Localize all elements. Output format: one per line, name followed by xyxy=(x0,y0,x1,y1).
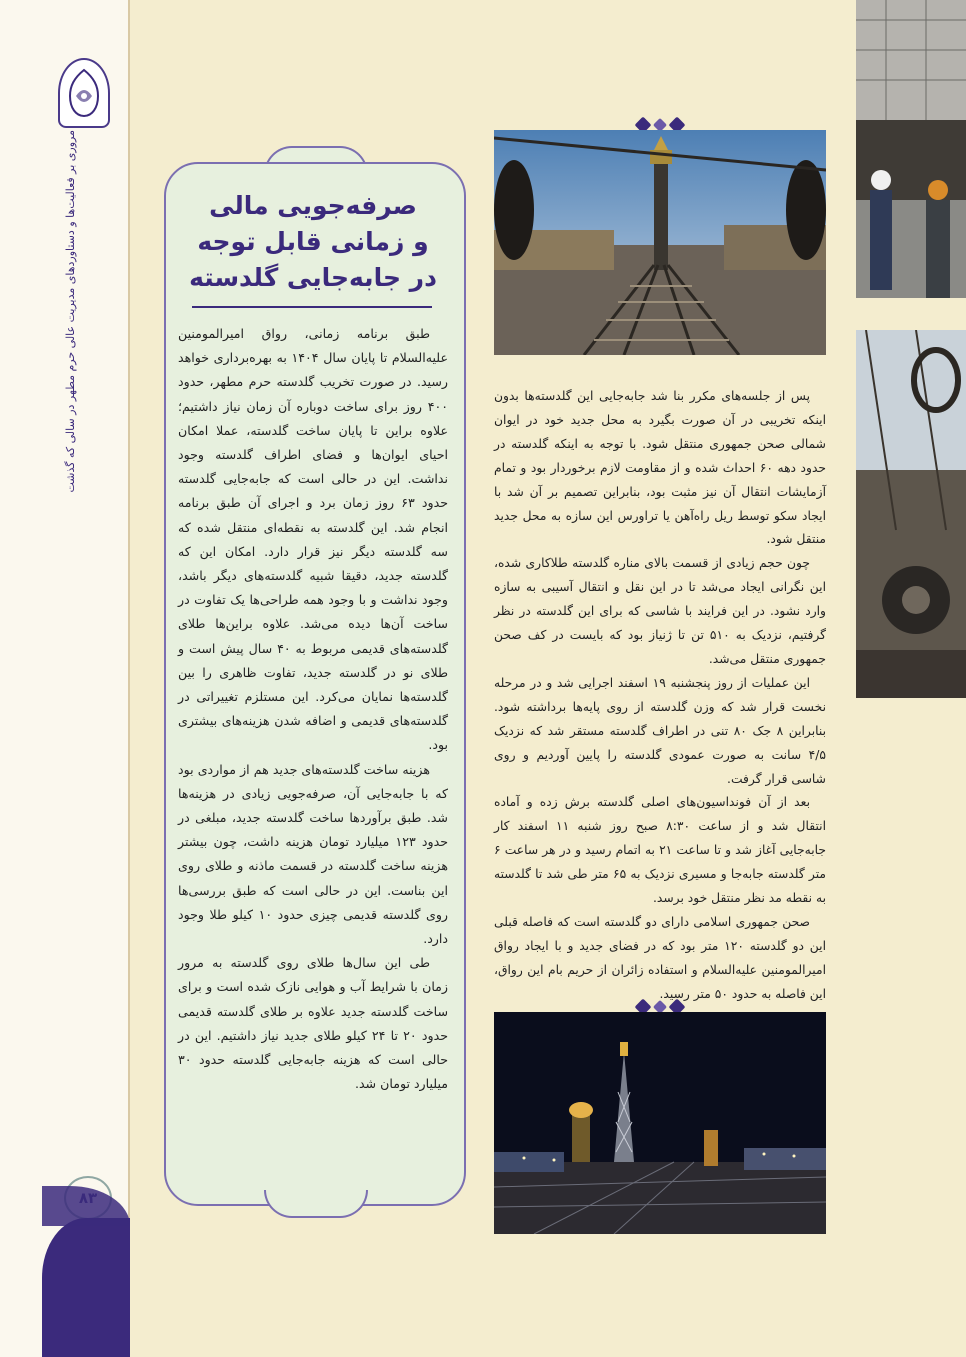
decorative-band xyxy=(42,1218,130,1357)
jacks-photo xyxy=(856,330,966,698)
sidebar-paragraph: طبق برنامه زمانی، رواق امیرالمومنین علیه‌السلام تا پایان سال ۱۴۰۴ به بهره‌برداری خواهد رسید. در صورت تخریب گلدسته حرم مطهر، حدود ۴۰۰ روز برای ساخت دوباره آن زمان نیاز داشتیم؛ علاوه براین تا پایان ساخت گلدسته، عملا امکان احیای ایوان‌ها و فضای اطراف گلدسته وجود نداشت. این در حالی است که جابه‌جایی گلدسته حدود ۶۳ روز زمان برد و اجرای آن طبق برنامه انجام شد. این گلدسته به نقطه‌ای منتقل شده که سه گلدسته دیگر نیز قرار دارد. امکان این که گلدسته جدید، دقیقا شبیه گلدسته‌های دیگر باشد، وجود نداشت و با وجود همه طراحی‌ها یک تفاوت در ساخت آن‌ها دیده می‌شد. علاوه براین‌ها طلای گلدسته‌های قدیمی مربوط به ۴۰ سال پیش است و طلای نو در گلدسته جدید، تفاوت ظاهری را بین گلدسته‌ها نمایان می‌کرد. این مستلزم تغییراتی در گلدسته‌های قدیمی و اضافه شدن هزینه‌های بیشتری بود. xyxy=(178,326,448,753)
sidebar-paragraph: هزینه ساخت گلدسته‌های جدید هم از مواردی بود که با جابه‌جایی آن، صرفه‌جویی زیادی در هزینه‌ها شد. طبق برآوردها ساخت گلدسته جدید، مبلغی در حدود ۱۲۳ میلیارد تومان هزینه داشت، چون بیشتر هزینه ساخت گلدسته در قسمت ماذنه و طلای روی این بناست. این در حالی است که طبق بررسی‌ها روی گلدسته قدیمی چیزی حدود ۱۰ کیلو طلا وجود دارد. xyxy=(178,761,448,947)
article-body xyxy=(494,385,827,1001)
margin-divider xyxy=(128,0,130,1357)
minaret-rails-photo xyxy=(494,130,826,355)
article-paragraph: صحن جمهوری اسلامی دارای دو گلدسته است که فاصله قبلی این دو گلدسته ۱۲۰ متر بود که در فضای جدید و با ایجاد رواق امیرالمومنین علیه‌السلام و استفاده زائران از حریم بام این رواق، این فاصله به حدود ۵۰ متر رسید. xyxy=(494,914,826,1001)
sidebar-body xyxy=(178,322,448,1142)
shrine-emblem-icon xyxy=(58,58,110,128)
article-paragraph: چون حجم زیادی از قسمت بالای مناره گلدسته طلاکاری شده، این نگرانی ایجاد می‌شد تا در این نقل و انتقال آسیبی به سازه وارد نشود. در این فرایند با شاسی که برای این گلدسته در نظر گرفتیم، نزدیک به ۵۱۰ تن تا ژنیاز بود که بایست در کف صحن جمهوری منتقل می‌شد. xyxy=(494,556,826,666)
workers-photo xyxy=(856,0,966,298)
title-underline xyxy=(192,306,432,308)
magazine-tagline: مروری بر فعالیت‌ها و دستاوردهای مدیریت عالی حرم مطهر در سالی که گذشت xyxy=(64,130,77,493)
sidebar-title-line: در جابه‌جایی گلدسته xyxy=(189,263,437,292)
sidebar-title-line: و زمانی قابل توجه xyxy=(197,227,429,256)
sidebar-title-line: صرفه‌جویی مالی xyxy=(209,191,417,220)
sidebar-paragraph: طی این سال‌ها طلای روی گلدسته به مرور زمان با شرایط آب و هوایی نازک شده است و برای ساخت گلدسته جدید علاوه بر طلای گلدسته قدیمی حدود ۲۰ تا ۲۴ کیلو طلای جدید نیاز داشتیم. این در حالی است که هزینه جابه‌جایی گلدسته حدود ۳۰ میلیارد تومان شد. xyxy=(178,955,448,1092)
article-paragraph: بعد از آن فونداسیون‌های اصلی گلدسته برش زده و آماده انتقال شد و از ساعت ۸:۳۰ صبح روز شنبه ۱۱ اسفند کار جابه‌جایی آغاز شد و تا ساعت ۲۱ به اتمام رسید و در هر ساعت ۶ متر گلدسته جابه‌جا و مسیری نزدیک به ۶۵ متر طی شد تا گلدسته به نقطه مد نظر منتقل خود برسد. xyxy=(494,795,827,906)
sidebar-title xyxy=(178,188,448,298)
night-minaret-photo xyxy=(494,1012,826,1234)
sidebar-cap-bottom xyxy=(264,1190,368,1218)
article-paragraph: این عملیات از روز پنجشنبه ۱۹ اسفند اجرایی شد و در مرحله نخست قرار شد که وزن گلدسته از روی پایه‌ها برداشته شود. بنابراین ۸ جک ۸۰ تنی در اطراف گلدسته مستقر شد که نزدیک ۴/۵ سانت به صورت عمودی گلدسته را پایین آوردیم و روی شاسی قرار گرفت. xyxy=(494,675,826,786)
article-paragraph: پس از جلسه‌های مکرر بنا شد جابه‌جایی این گلدسته‌ها بدون اینکه تخریبی در آن صورت بگیرد به محل جدید خود در ایوان شمالی صحن جمهوری منتقل شود. با توجه به اینکه گلدسته در حدود دهه ۶۰ احداث شده و از مقاومت لازم برخوردار بود و تمام آزمایشات انتقال آن نیز مثبت بود، بنابراین تصمیم بر آن شد با ایجاد سکو توسط ریل راه‌آهن یا تراورس این سازه به محل جدید منتقل شود. xyxy=(494,389,827,547)
